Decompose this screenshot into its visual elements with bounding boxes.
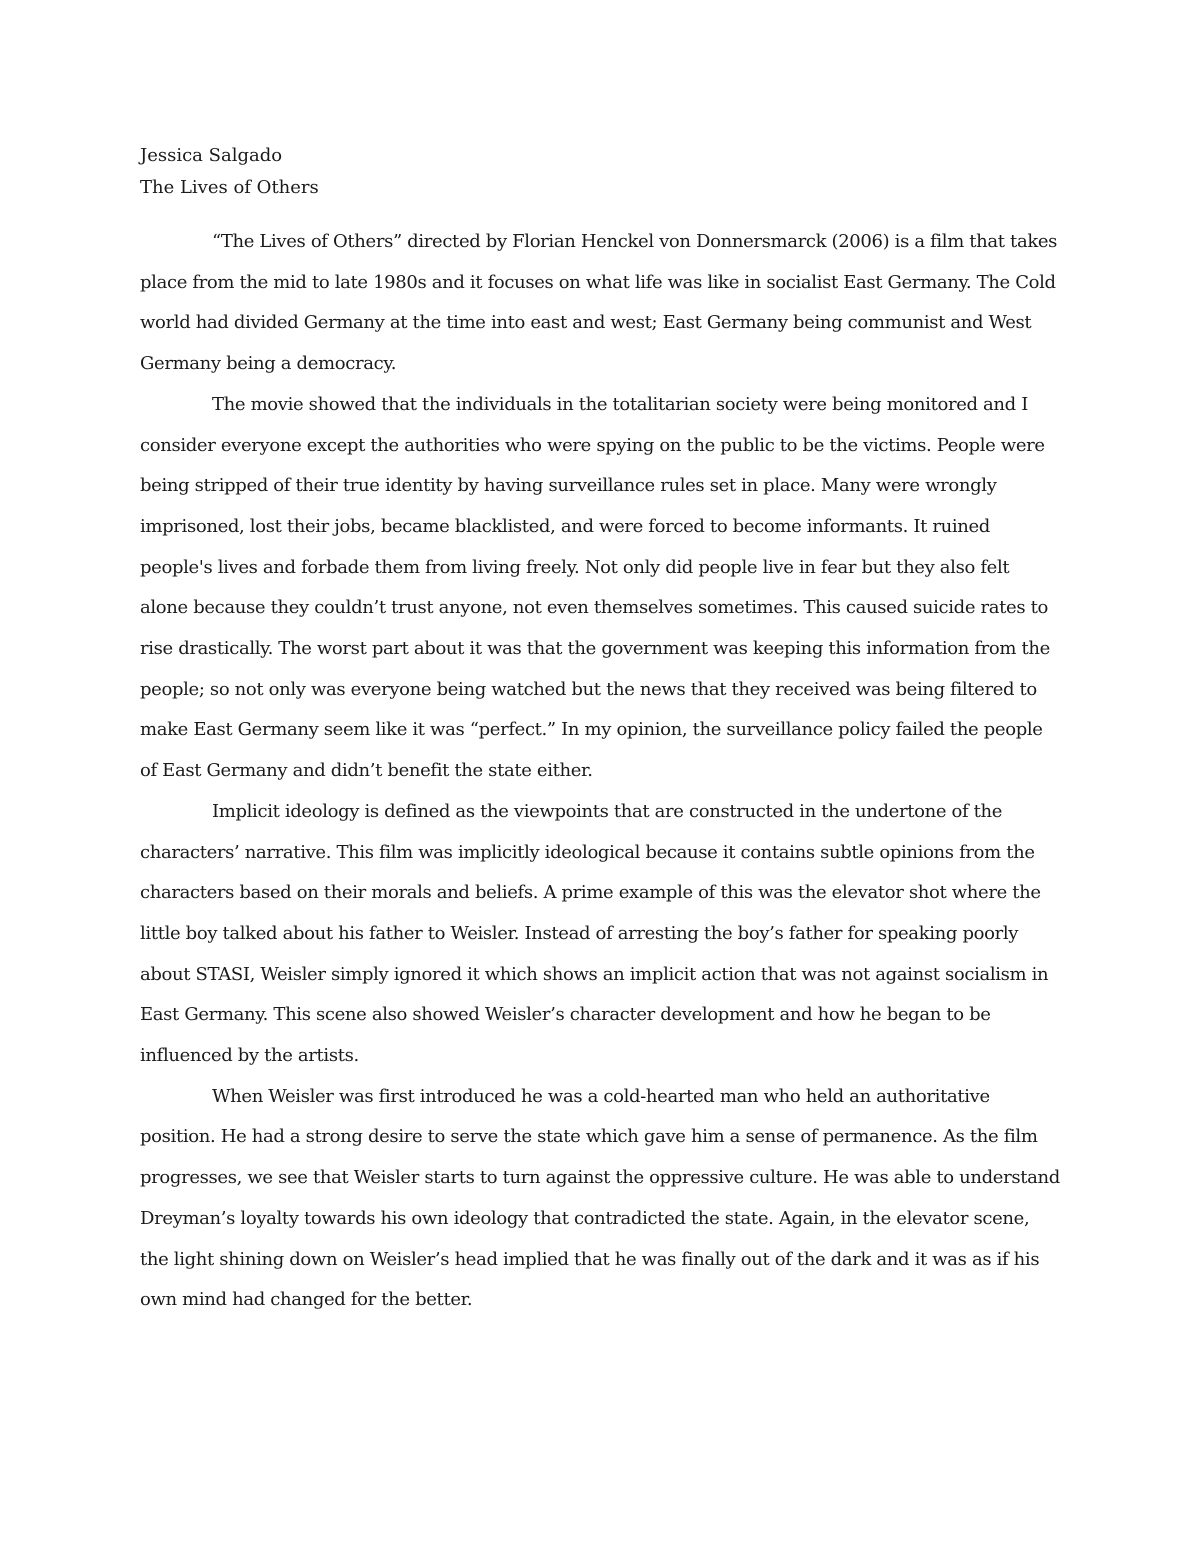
document-body [140,222,1060,1321]
paragraph-1: “The Lives of Others” directed by Florian Henckel von Donnersmarck (2006) is a film that takes place from the mid to late 1980s and it focuses on what life was like in socialist East Germany. The Cold world had divided Germany at the time into east and west; East Germany being communist and West Germany being a democracy. [140,231,1058,375]
document-title: The Lives of Others [140,177,319,198]
paragraph-4: When Weisler was first introduced he was a cold-hearted man who held an authoritative position. He had a strong desire to serve the state which gave him a sense of permanence. As the film progresses, we see that Weisler starts to turn against the oppressive culture. He was able to understand Dreyman’s loyalty towards his own ideology that contradicted the state. Again, in the elevator scene, the light shining down on Weisler’s head implied that he was finally out of the dark and it was as if his own mind had changed for the better. [140,1085,1060,1311]
author-name: Jessica Salgado [140,145,283,166]
paragraph-2: The movie showed that the individuals in the totalitarian society were being monitored and I consider everyone except the authorities who were spying on the public to be the victims. People were being stripped of their true identity by having surveillance rules set in place. Many were wrongly imprisoned, lost their jobs, became blacklisted, and were forced to become informants. It ruined people's lives and forbade them from living freely. Not only did people live in fear but they also felt alone because they couldn’t trust anyone, not even themselves sometimes. This caused suicide rates to rise drastically. The worst part about it was that the government was keeping this information from the people; so not only was everyone being watched but the news that they received was being filtered to make East Germany seem like it was “perfect.” In my opinion, the surveillance policy failed the people of East Germany and didn’t benefit the state either. [140,393,1050,782]
document-header [140,140,1060,204]
paragraph-3: Implicit ideology is defined as the viewpoints that are constructed in the undertone of the characters’ narrative. This film was implicitly ideological because it contains subtle opinions from the characters based on their morals and beliefs. A prime example of this was the elevator shot where the little boy talked about his father to Weisler. Instead of arresting the boy’s father for speaking poorly about STASI, Weisler simply ignored it which shows an implicit action that was not against socialism in East Germany. This scene also showed Weisler’s character development and how he began to be influenced by the artists. [140,800,1049,1067]
